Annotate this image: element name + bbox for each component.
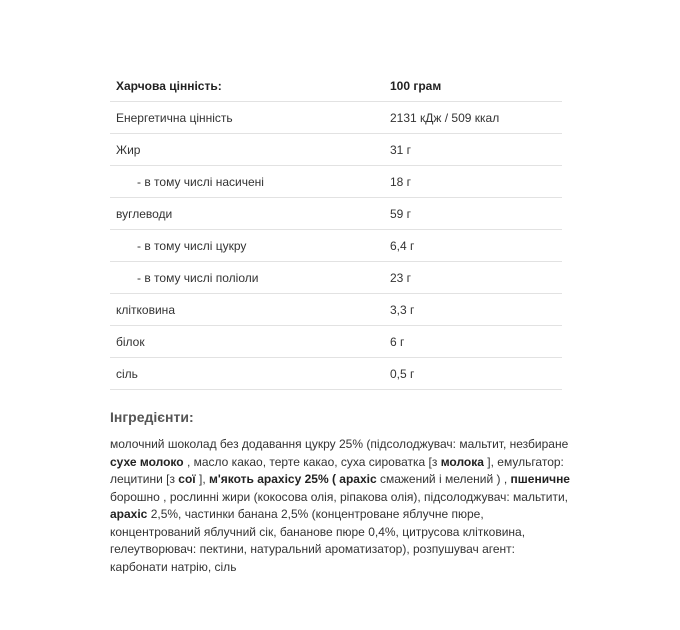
nutrient-value: 3,3 г	[384, 294, 562, 326]
nutrient-name: клітковина	[110, 294, 384, 326]
nutrition-header-value: 100 грам	[390, 78, 442, 93]
ingredient-segment: борошно , рослинні жири (кокосова олія, ріпакова олія), підсолоджувач: мальтити,	[110, 489, 569, 504]
nutrition-row	[110, 102, 562, 134]
ingredient-highlight: сої	[178, 472, 196, 486]
ingredients-section	[110, 408, 570, 576]
nutrient-value: 6,4 г	[384, 230, 562, 262]
nutrient-name: Енергетична цінність	[110, 102, 384, 134]
ingredient-highlight: арахіс	[110, 507, 148, 521]
nutrition-header-row	[110, 70, 562, 102]
nutrient-name: - в тому числі цукру	[110, 230, 384, 262]
nutrition-row	[110, 134, 562, 166]
ingredient-segment: , масло какао, терте какао, суха сироватка [з	[183, 454, 441, 469]
nutrition-table-body	[110, 70, 562, 390]
ingredient-segment: ],	[195, 472, 210, 486]
nutrition-row	[110, 262, 562, 294]
nutrient-value: 2131 кДж / 509 ккал	[384, 102, 562, 134]
nutrient-name: - в тому числі насичені	[110, 166, 384, 198]
nutrition-row	[110, 198, 562, 230]
nutrition-row	[110, 166, 562, 198]
nutrient-value: 0,5 г	[384, 358, 562, 390]
nutrient-name: - в тому числі поліоли	[110, 262, 384, 294]
ingredient-highlight: м'якоть арахісу 25% ( арахіс	[209, 472, 377, 486]
nutrient-name: Жир	[110, 134, 384, 166]
nutrition-table	[110, 70, 562, 390]
ingredient-segment: 2,5%, частинки банана 2,5% (концентроване яблучне пюре, концентрований яблучний сік, бананове пюре 0,4%, цитрусова клітковина, гелеутворювач: пектини, натуральний ароматизатор), розпушувач агент: карбонати натрію, сіль	[110, 507, 526, 574]
nutrient-name: сіль	[110, 358, 384, 390]
ingredient-segment: смажений і мелений ) ,	[376, 472, 511, 486]
ingredients-text	[110, 436, 570, 576]
ingredient-highlight: молока	[440, 454, 484, 469]
nutrition-row	[110, 358, 562, 390]
nutrient-value: 18 г	[384, 166, 562, 198]
ingredient-segment: молочний шоколад без додавання цукру 25% (підсолоджувач: мальтит, незбиране	[110, 437, 569, 451]
ingredient-highlight: сухе молоко	[110, 454, 184, 469]
nutrient-value: 6 г	[384, 326, 562, 358]
nutrition-header-label: Харчова цінність:	[116, 78, 222, 93]
nutrition-row	[110, 326, 562, 358]
nutrient-value: 59 г	[384, 198, 562, 230]
nutrition-row	[110, 294, 562, 326]
nutrient-name: білок	[110, 326, 384, 358]
nutrient-value: 23 г	[384, 262, 562, 294]
ingredients-title: Інгредієнти:	[110, 409, 194, 425]
ingredient-segment: ], емульгатор: лецитини [з	[110, 454, 564, 486]
nutrition-row	[110, 230, 562, 262]
nutrient-name: вуглеводи	[110, 198, 384, 230]
nutrient-value: 31 г	[384, 134, 562, 166]
ingredient-highlight: пшеничне	[510, 472, 570, 486]
